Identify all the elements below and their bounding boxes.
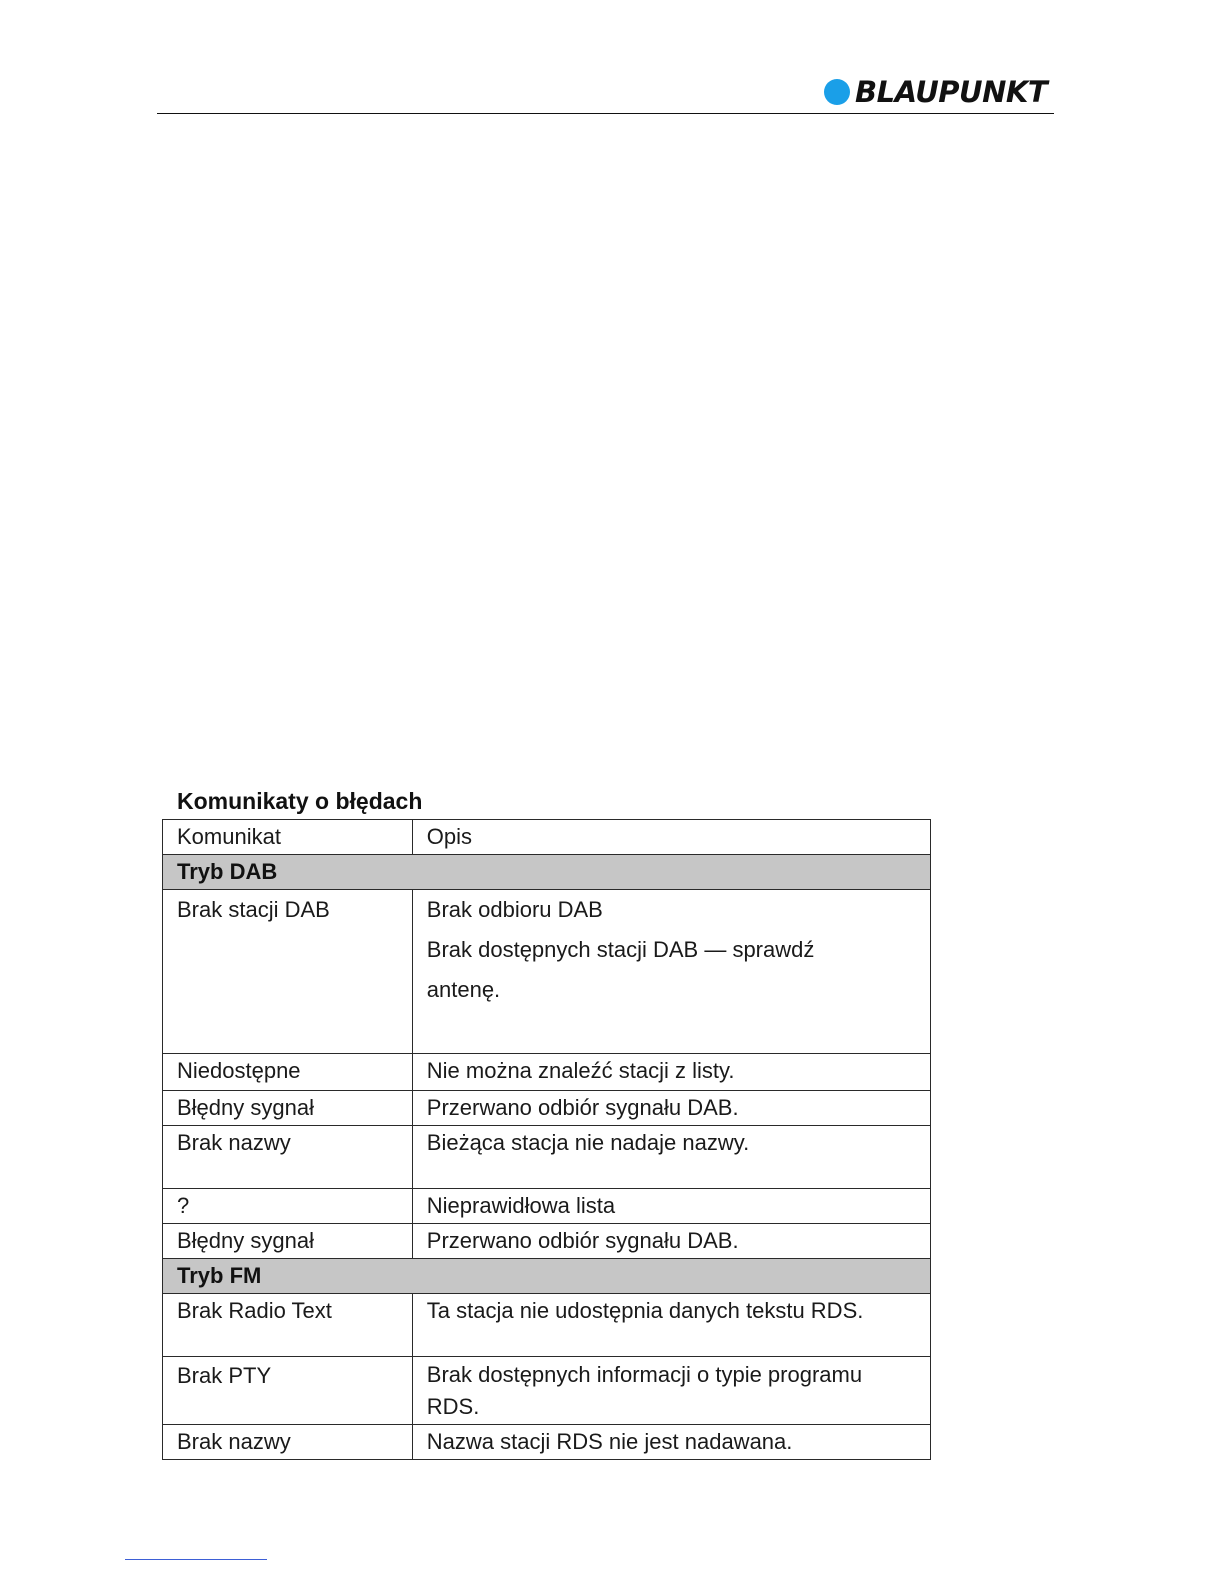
section-label-dab: Tryb DAB xyxy=(163,855,931,890)
message-cell: Brak Radio Text xyxy=(163,1294,413,1357)
description-cell: Brak dostępnych informacji o typie programu RDS. xyxy=(412,1357,930,1425)
footer-divider xyxy=(125,1559,267,1560)
table-row xyxy=(163,1126,931,1189)
table-row xyxy=(163,1189,931,1224)
message-cell: Niedostępne xyxy=(163,1054,413,1091)
description-cell: Bieżąca stacja nie nadaje nazwy. xyxy=(412,1126,930,1189)
header-divider xyxy=(157,113,1054,114)
message-cell: Brak PTY xyxy=(163,1357,413,1425)
message-cell: Brak stacji DAB xyxy=(163,890,413,1054)
brand-logo xyxy=(824,76,1047,108)
message-cell: ? xyxy=(163,1189,413,1224)
section-title: Komunikaty o błędach xyxy=(177,788,423,814)
description-cell: Nie można znaleźć stacji z listy. xyxy=(412,1054,930,1091)
description-line: antenę. xyxy=(426,977,501,1002)
table-row xyxy=(163,1224,931,1259)
column-header-message: Komunikat xyxy=(163,820,413,855)
table-row xyxy=(163,1425,931,1460)
error-messages-table xyxy=(162,819,931,1460)
description-line: Brak odbioru DAB xyxy=(426,897,603,922)
table-row xyxy=(163,1357,931,1425)
message-cell: Błędny sygnał xyxy=(163,1091,413,1126)
brand-name: BLAUPUNKT xyxy=(855,75,1048,109)
description-cell: Ta stacja nie udostępnia danych tekstu RDS. xyxy=(412,1294,930,1357)
message-cell: Brak nazwy xyxy=(163,1425,413,1460)
logo-dot-icon xyxy=(824,79,850,105)
table-row xyxy=(163,1091,931,1126)
section-row-fm xyxy=(163,1259,931,1294)
description-cell: Przerwano odbiór sygnału DAB. xyxy=(412,1091,930,1126)
section-row-dab xyxy=(163,855,931,890)
table-header-row xyxy=(163,820,931,855)
column-header-description: Opis xyxy=(412,820,930,855)
description-line: Brak dostępnych stacji DAB — sprawdź xyxy=(426,937,815,962)
description-cell: Nieprawidłowa lista xyxy=(412,1189,930,1224)
table-row xyxy=(163,1054,931,1091)
section-label-fm: Tryb FM xyxy=(163,1259,931,1294)
table-row xyxy=(163,1294,931,1357)
description-cell xyxy=(412,890,930,1054)
description-cell: Przerwano odbiór sygnału DAB. xyxy=(412,1224,930,1259)
message-cell: Błędny sygnał xyxy=(163,1224,413,1259)
description-cell: Nazwa stacji RDS nie jest nadawana. xyxy=(412,1425,930,1460)
message-cell: Brak nazwy xyxy=(163,1126,413,1189)
table-row xyxy=(163,890,931,1054)
